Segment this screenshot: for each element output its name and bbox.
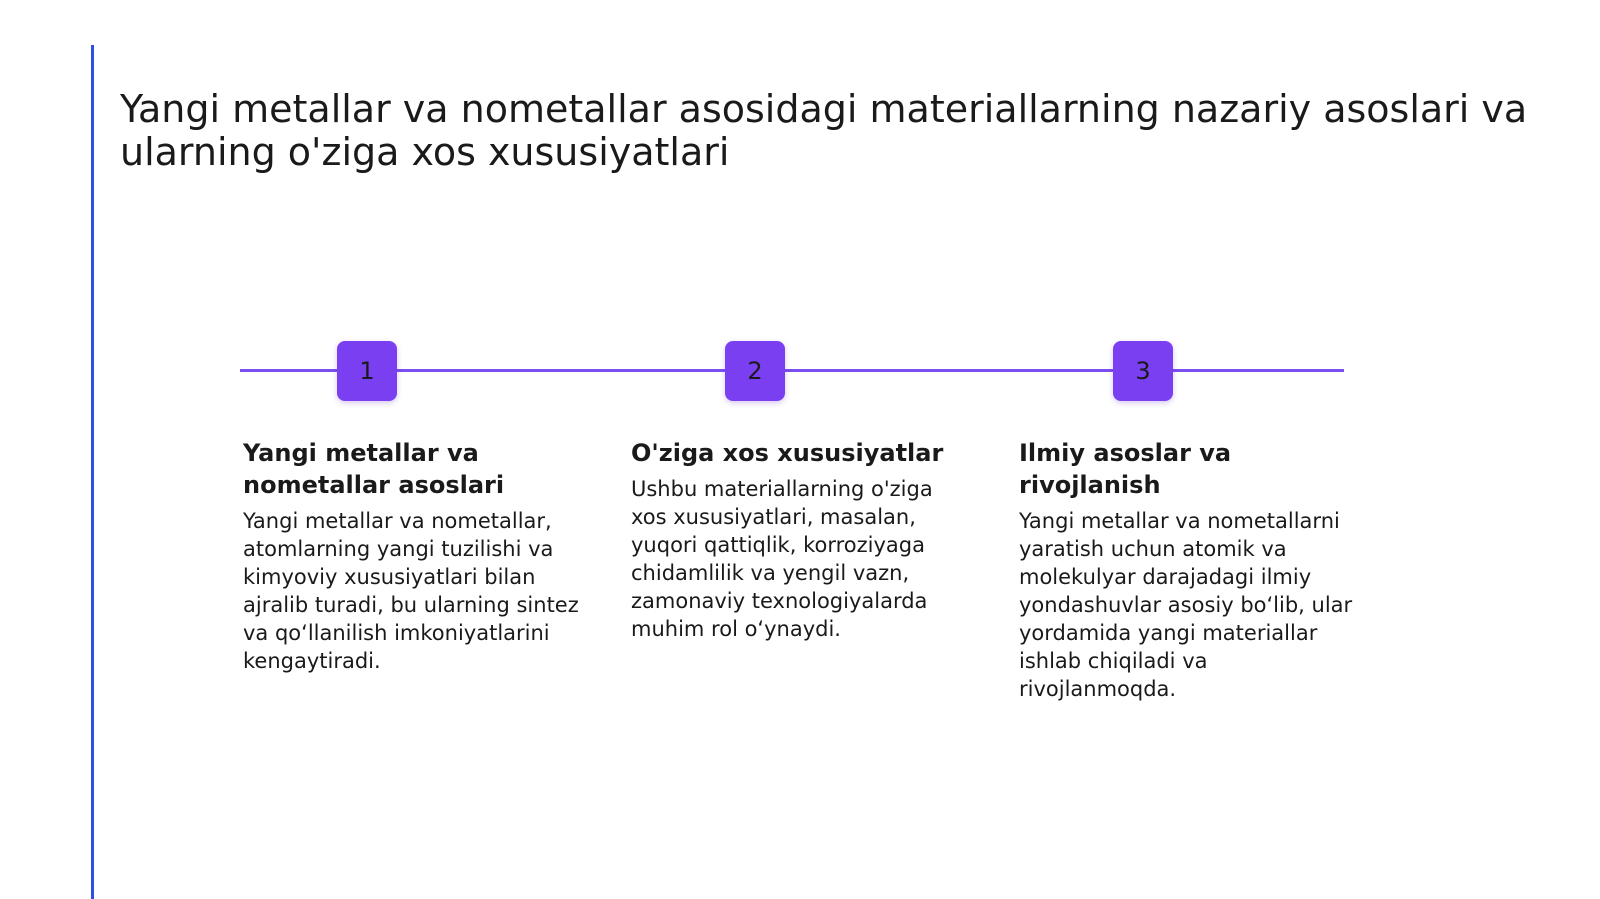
step-heading: O'ziga xos xususiyatlar [631,439,944,467]
step-text: Ushbu materiallarning o'ziga xos xususiyatlari, masalan, yuqori qattiqlik, korroziyaga chidamlilik va yengil vazn, zamonaviy texnologiyalarda muhim rol oʻynaydi. [631,477,933,641]
step-marker-2: 2 [725,341,785,401]
step-2 [631,437,971,643]
step-heading: Ilmiy asoslar va rivojlanish [1019,439,1232,499]
accent-bar [91,45,94,899]
timeline-line [240,369,1344,372]
step-1 [243,437,583,675]
slide-title: Yangi metallar va nometallar asosidagi materiallarning nazariy asoslari va ularning o'ziga xos xususiyatlari [120,87,1528,174]
step-text: Yangi metallar va nometallar, atomlarning yangi tuzilishi va kimyoviy xususiyatlari bilan ajralib turadi, bu ularning sintez va qoʻllanilish imkoniyatlarini kengaytiradi. [243,509,579,673]
step-3 [1019,437,1359,703]
step-heading: Yangi metallar va nometallar asoslari [243,439,505,499]
step-text: Yangi metallar va nometallarni yaratish uchun atomik va molekulyar darajadagi ilmiy yondashuvlar asosiy boʻlib, ular yordamida yangi materiallar ishlab chiqiladi va rivojlanmoqda. [1019,509,1353,701]
step-marker-1: 1 [337,341,397,401]
step-marker-3: 3 [1113,341,1173,401]
